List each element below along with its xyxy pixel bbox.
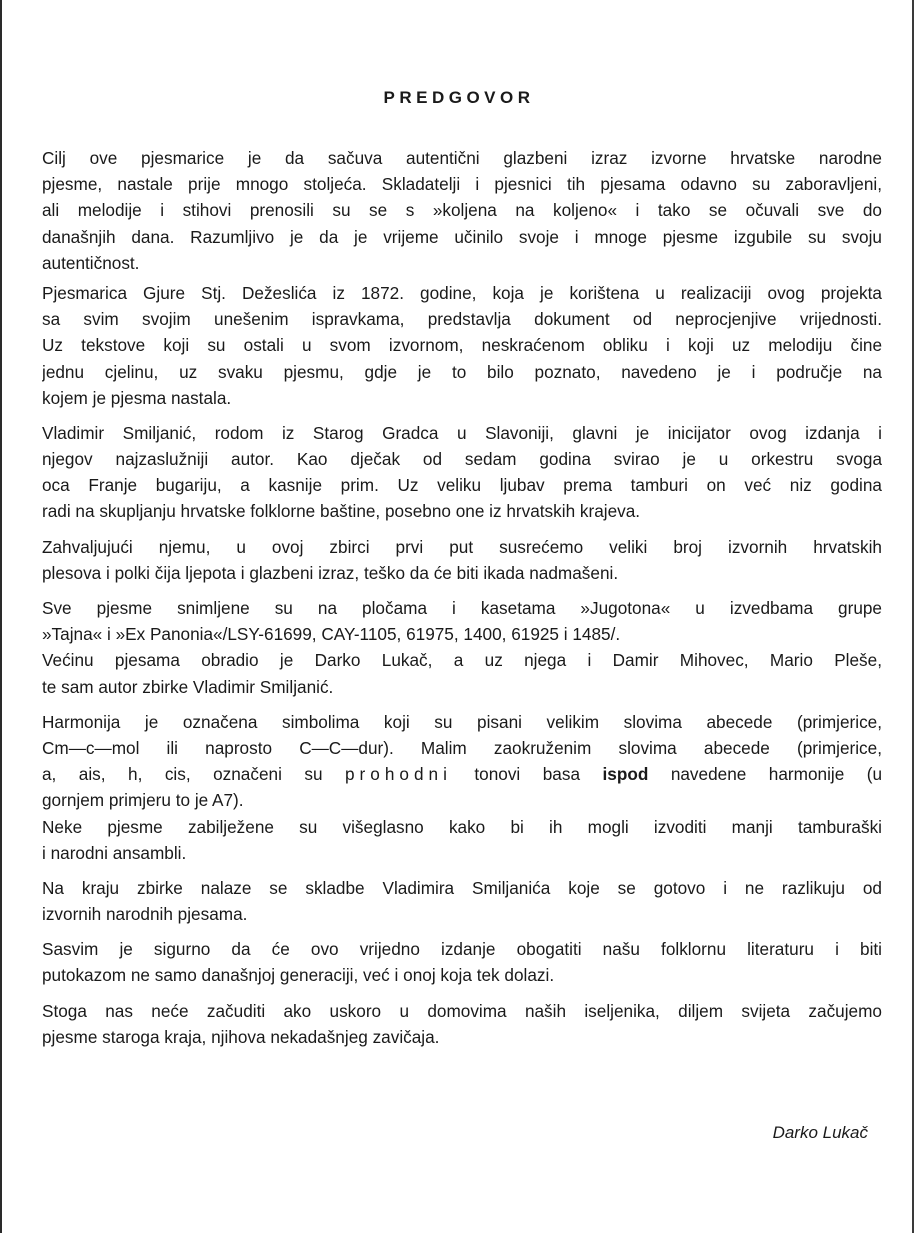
paragraph xyxy=(42,998,882,1050)
paragraph xyxy=(42,145,882,276)
text-line: sa svim svojim unešenim ispravkama, predstavlja dokument od neprocjenjive vrijednosti. xyxy=(42,309,882,330)
text-line: Vladimir Smiljanić, rodom iz Starog Gradca u Slavoniji, glavni je inicijator ovog izdanja i xyxy=(42,422,882,443)
paragraph xyxy=(42,814,882,866)
author-signature: Darko Lukač xyxy=(772,1123,868,1142)
paragraph xyxy=(42,420,882,525)
paragraph xyxy=(42,280,882,411)
paragraph xyxy=(42,709,882,814)
text-line: Većinu pjesama obradio je Darko Lukač, a uz njega i Damir Mihovec, Mario Pleše, xyxy=(42,650,882,671)
text-line: jednu cjelinu, uz svaku pjesmu, gdje je to bilo poznato, navedeno je i područje na xyxy=(42,361,882,382)
text-line: današnjih dana. Razumljivo je da je vrijeme učinilo svoje i mnoge pjesme izgubile su svoju xyxy=(42,226,882,247)
text-line: autentičnost. xyxy=(42,252,140,273)
text-line: te sam autor zbirke Vladimir Smiljanić. xyxy=(42,676,334,697)
text-line: »Tajna« i »Ex Panonia«/LSY-61699, CAY-1105, 61975, 1400, 61925 i 1485/. xyxy=(42,624,621,645)
bold-word: ispod xyxy=(602,764,649,785)
paragraph xyxy=(42,875,882,927)
text-line: njegov najzaslužniji autor. Kao dječak od sedam godina svirao je u orkestru svoga xyxy=(42,449,882,470)
preface-body xyxy=(42,145,882,1050)
text-line: Pjesmarica Gjure Stj. Dežeslića iz 1872. godine, koja je korištena u realizaciji ovog projekta xyxy=(42,282,882,303)
page-title: PREDGOVOR xyxy=(383,88,535,107)
text-line: putokazom ne samo današnjoj generaciji, već i onoj koja tek dolazi. xyxy=(42,965,555,986)
emphasized-word: prohodni xyxy=(345,764,452,785)
paragraph xyxy=(42,647,882,699)
text-line: Na kraju zbirke nalaze se skladbe Vladimira Smiljanića koje se gotovo i ne razlikuju od xyxy=(42,877,882,898)
text-line: oca Franje bugariju, a kasnije prim. Uz veliku ljubav prema tamburi on već niz godina xyxy=(42,475,882,496)
text-line: Sve pjesme snimljene su na pločama i kasetama »Jugotona« u izvedbama grupe xyxy=(42,598,882,618)
text-line: Zahvaljujući njemu, u ovoj zbirci prvi put susrećemo veliki broj izvornih hrvatskih xyxy=(42,536,882,557)
text-line: radi na skupljanju hrvatske folklorne baštine, posebno one iz hrvatskih krajeva. xyxy=(42,501,641,522)
text-line-rich xyxy=(42,761,882,787)
text-line: kojem je pjesma nastala. xyxy=(42,387,232,408)
text-line: Stoga nas neće začuditi ako uskoro u domovima naših iseljenika, diljem svijeta začujemo xyxy=(42,1000,882,1021)
text-line: Uz tekstove koji su ostali u svom izvornom, neskraćenom obliku i koji uz melodiju čine xyxy=(42,335,882,356)
text-line: Sasvim je sigurno da će ovo vrijedno izdanje obogatiti našu folklornu literaturu i biti xyxy=(42,939,882,960)
text-line: gornjem primjeru to je A7). xyxy=(42,790,244,811)
text-line: pjesme staroga kraja, njihova nekadašnjeg zavičaja. xyxy=(42,1026,440,1047)
text-segment: navedene harmonije (u xyxy=(670,764,882,785)
paragraph xyxy=(42,534,882,586)
text-line: i narodni ansambli. xyxy=(42,842,187,863)
text-line: Cilj ove pjesmarice je da sačuva autentični glazbeni izraz izvorne hrvatske narodne xyxy=(42,148,882,168)
paragraph xyxy=(42,595,882,647)
text-line: Harmonija je označena simbolima koji su pisani velikim slovima abecede (primjerice, xyxy=(42,711,882,732)
paragraph xyxy=(42,936,882,988)
scan-left-edge xyxy=(0,0,2,1233)
text-line: ali melodije i stihovi prenosili su se s »koljena na koljeno« i tako se očuvali sve do xyxy=(42,200,882,221)
text-line: plesova i polki čija ljepota i glazbeni izraz, teško da će biti ikada nadmašeni. xyxy=(42,562,619,583)
text-segment: a, ais, h, cis, označeni su xyxy=(42,764,323,785)
text-line: Neke pjesme zabilježene su višeglasno kako bi ih mogli izvoditi manji tamburaški xyxy=(42,816,882,837)
text-line: Cm—c—mol ili naprosto C—C—dur). Malim zaokruženim slovima abecede (primjerice, xyxy=(42,737,882,758)
text-segment: tonovi basa xyxy=(474,764,580,785)
text-line: izvornih narodnih pjesama. xyxy=(42,904,248,925)
text-line: pjesme, nastale prije mnogo stoljeća. Skladatelji i pjesnici tih pjesama odavno su zaboravljeni, xyxy=(42,174,882,195)
